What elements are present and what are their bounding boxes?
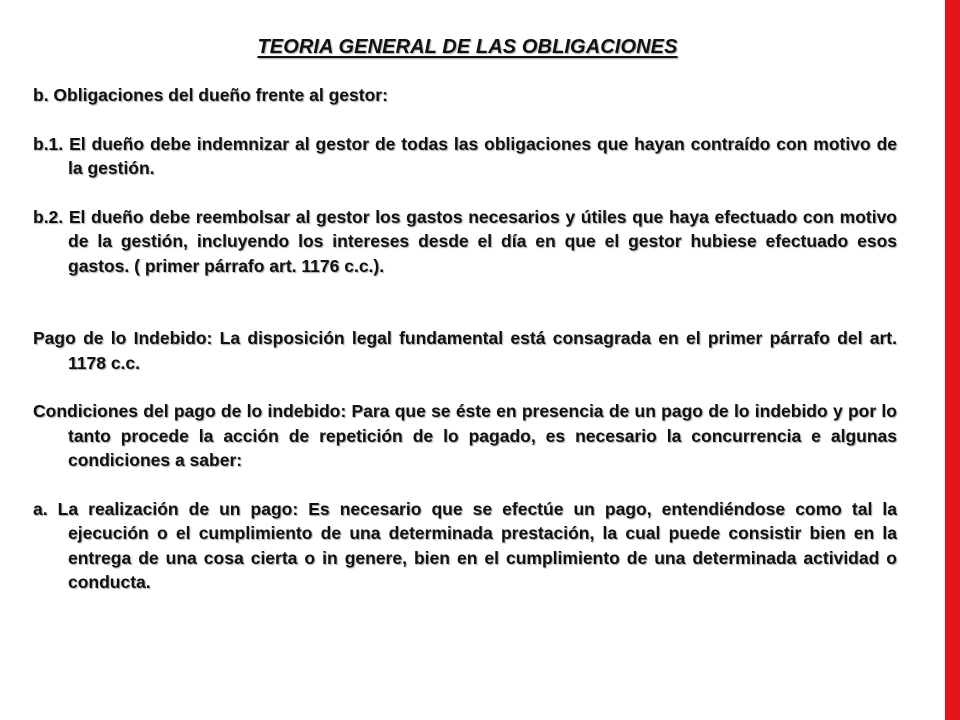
paragraph-b2: b.2. El dueño debe reembolsar al gestor los gastos necesarios y útiles que haya efectuado con motivo de la gestión, incluyendo los intereses desde el día en que el gestor hubiese efectuado esos gastos. ( primer párrafo art. 1176 c.c.). <box>33 206 897 276</box>
spacer <box>33 108 897 132</box>
heading-obligaciones-dueno: b. Obligaciones del dueño frente al gestor: <box>33 85 388 105</box>
accent-bar <box>945 0 960 720</box>
slide-title: TEORIA GENERAL DE LAS OBLIGACIONES <box>257 36 678 58</box>
spacer <box>33 278 897 326</box>
paragraph-b1: b.1. El dueño debe indemnizar al gestor de todas las obligaciones que hayan contraído con motivo de la gestión. <box>33 133 897 178</box>
spacer <box>33 473 897 497</box>
paragraph-pago-indebido: Pago de lo Indebido: La disposición legal fundamental está consagrada en el primer párrafo del art. 1178 c.c. <box>33 328 897 373</box>
slide-content <box>33 83 897 595</box>
paragraph-condiciones: Condiciones del pago de lo indebido: Para que se éste en presencia de un pago de lo indebido y por lo tanto procede la acción de repetición de lo pagado, es necesario la concurrencia e algunas condiciones a saber: <box>33 401 897 470</box>
spacer <box>33 181 897 205</box>
paragraph-a: a. La realización de un pago: Es necesario que se efectúe un pago, entendiéndose como tal la ejecución o el cumplimiento de una determinada prestación, la cual puede consistir bien en la entrega de una cosa cierta o in genere, bien en el cumplimiento de una determinada actividad o conducta. <box>33 498 897 592</box>
spacer <box>33 375 897 399</box>
